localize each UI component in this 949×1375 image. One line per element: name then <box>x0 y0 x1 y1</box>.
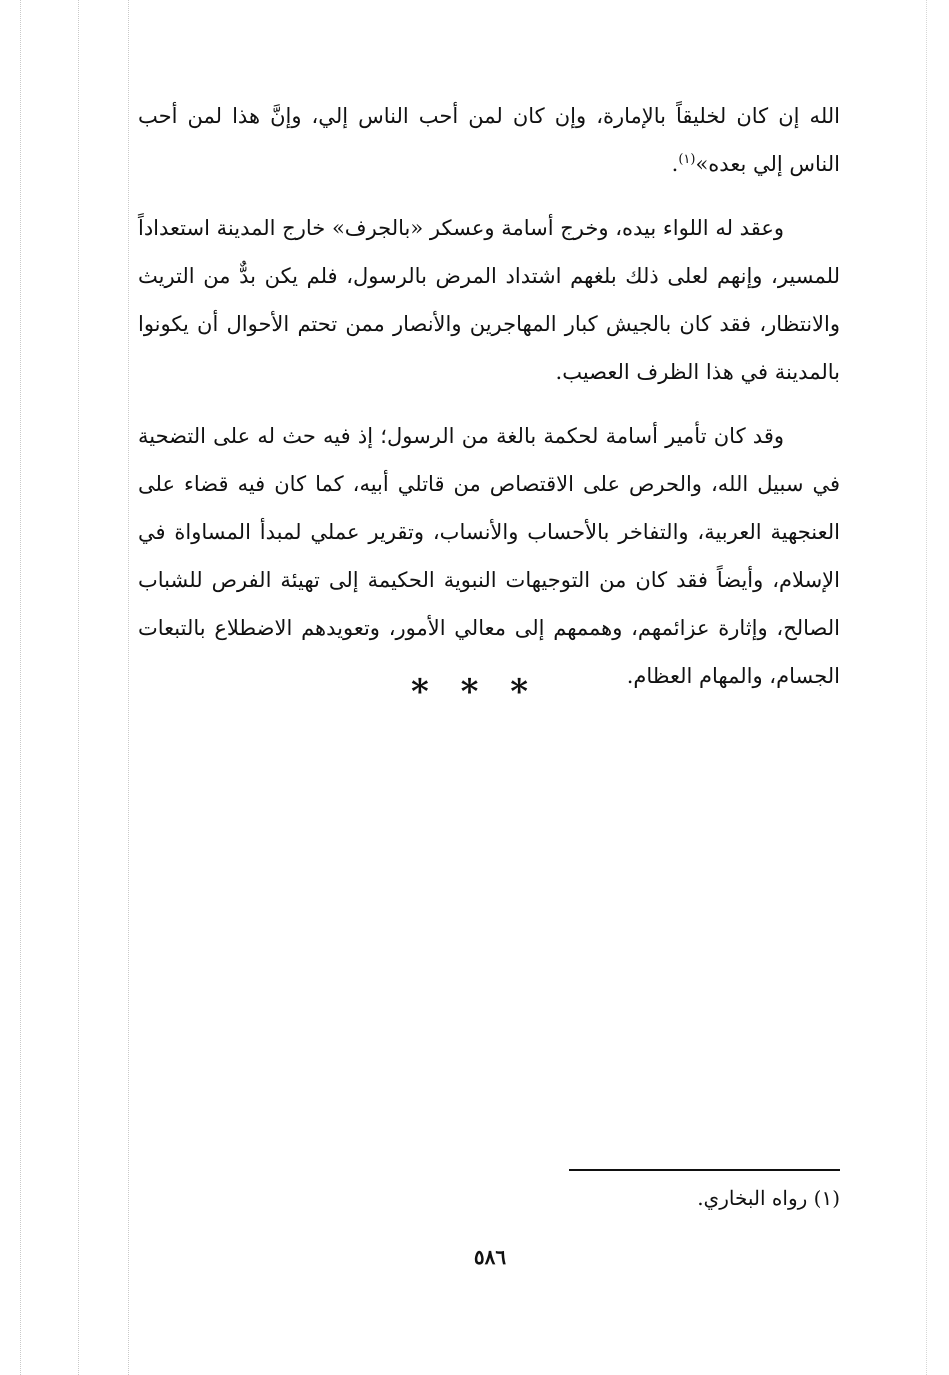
footnote-reference: (١) <box>678 152 696 167</box>
paragraph <box>138 412 840 700</box>
paragraph-continuation <box>138 92 840 188</box>
paragraph-end-punctuation: . <box>671 152 679 176</box>
main-text-block <box>138 92 840 716</box>
paragraph-text: وقد كان تأمير أسامة لحكمة بالغة من الرسول؛ إذ فيه حث له على التضحية في سبيل الله، والحرص على الاقتصاص من قاتلي أبيه، كما كان فيه قضاء على العنجهية العربية، والتفاخر بالأحساب والأنساب، وتقرير عملي لمبدأ المساواة في الإسلام، وأيضاً فقد كان من التوجيهات النبوية الحكيمة إلى تهيئة الفرص للشباب الصالح، وإثارة عزائمهم، وهممهم إلى معالي الأمور، وتعويدهم الاضطلاع بالتبعات الجسام، والمهام العظام. <box>138 424 840 688</box>
footnote-divider <box>569 1169 840 1171</box>
footnote: (١) رواه البخاري. <box>697 1186 840 1210</box>
paragraph-text: الله إن كان لخليقاً بالإمارة، وإن كان لمن أحب الناس إلي، وإنَّ هذا لمن أحب الناس إلي بعده» <box>138 104 840 176</box>
page-number: ٥٨٦ <box>473 1245 507 1269</box>
paragraph <box>138 204 840 396</box>
section-separator: * * * <box>410 672 538 712</box>
paragraph-text: وعقد له اللواء بيده، وخرج أسامة وعسكر «بالجرف» خارج المدينة استعداداً للمسير، وإنهم لعلى ذلك بلغهم اشتداد المرض بالرسول، فلم يكن بدٌّ من التريث والانتظار، فقد كان بالجيش كبار المهاجرين والأنصار ممن تحتم الأحوال أن يكونوا بالمدينة في هذا الظرف العصيب. <box>138 216 840 384</box>
